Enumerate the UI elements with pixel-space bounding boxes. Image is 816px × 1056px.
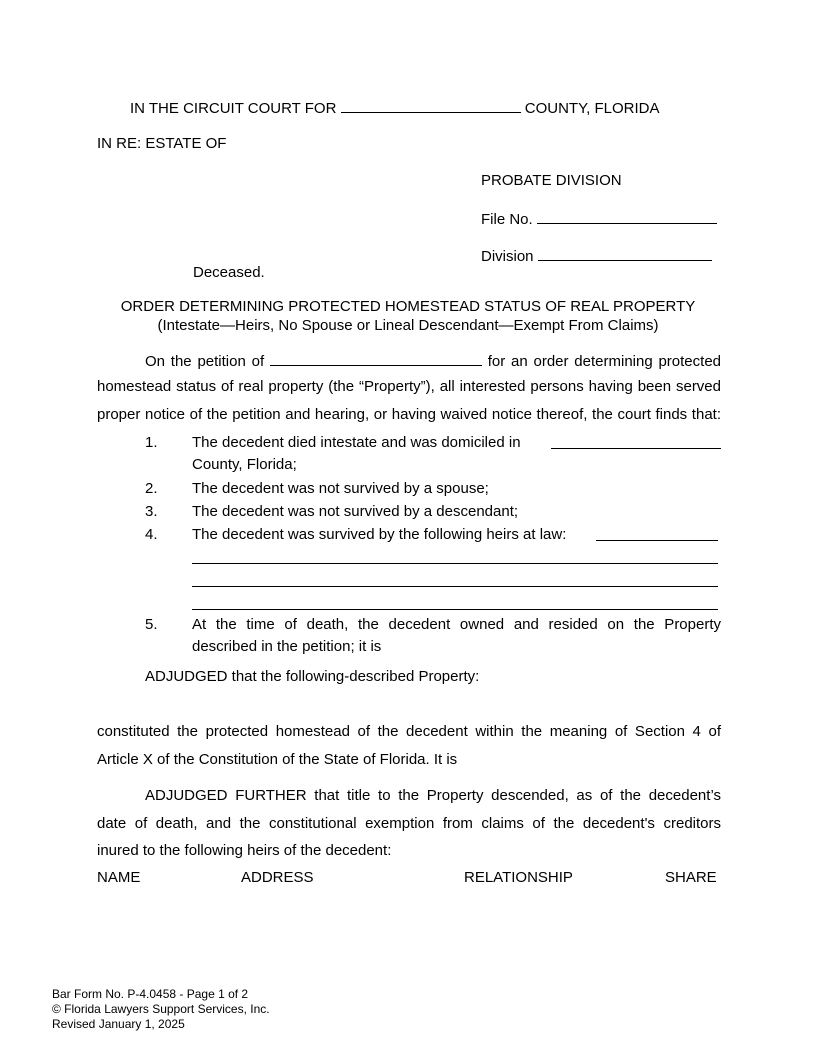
column-address: ADDRESS <box>241 869 314 886</box>
constituted-line-2: Article X of the Constitution of the State of Florida. It is <box>97 751 458 768</box>
finding-3-text: The decedent was not survived by a descendant; <box>192 503 519 520</box>
adjudged-further-line-2: date of death, and the constitutional exemption from claims of the decedent's creditors <box>97 815 721 832</box>
heirs-blank-1[interactable] <box>596 526 718 541</box>
domicile-county-blank[interactable] <box>551 434 721 449</box>
heirs-blank-3[interactable] <box>192 586 718 587</box>
constituted-line-1: constituted the protected homestead of the decedent within the meaning of Section 4 of <box>97 723 721 740</box>
finding-4-number: 4. <box>145 526 158 543</box>
footer-revised: Revised January 1, 2025 <box>52 1017 185 1031</box>
court-caption <box>130 98 660 117</box>
order-subtitle: (Intestate—Heirs, No Spouse or Lineal Descendant—Exempt From Claims) <box>157 317 659 334</box>
finding-4-text <box>192 526 721 543</box>
petition-suffix: for an order determining protected <box>487 353 722 370</box>
deceased-label: Deceased. <box>193 264 265 281</box>
division-label: Division <box>481 248 534 265</box>
adjudged-further-line-3: inured to the following heirs of the decedent: <box>97 842 392 859</box>
petition-line-2: homestead status of real property (the “Property”), all interested persons having been served <box>97 378 721 395</box>
footer <box>52 987 270 1032</box>
column-share: SHARE <box>665 869 717 886</box>
finding-5-number: 5. <box>145 616 158 633</box>
finding-1-text-2: County, Florida; <box>192 456 297 473</box>
finding-2-number: 2. <box>145 480 158 497</box>
court-suffix: COUNTY, FLORIDA <box>524 100 660 117</box>
division-row <box>481 246 712 265</box>
adjudged-further-line-1: ADJUDGED FURTHER that title to the Property descended, as of the decedent’s <box>145 787 721 804</box>
finding-4-label: The decedent was survived by the following heirs at law: <box>192 526 567 543</box>
finding-1-number: 1. <box>145 434 158 451</box>
division-blank[interactable] <box>538 246 712 261</box>
court-prefix: IN THE CIRCUIT COURT FOR <box>130 100 337 117</box>
footer-form-number: Bar Form No. P-4.0458 - Page 1 of 2 <box>52 987 249 1001</box>
finding-1-label: The decedent died intestate and was domiciled in <box>192 434 521 451</box>
finding-5-text: At the time of death, the decedent owned and resided on the Property <box>192 616 721 633</box>
heirs-blank-4[interactable] <box>192 609 718 610</box>
finding-2-text: The decedent was not survived by a spouse; <box>192 480 489 497</box>
petition-line-3: proper notice of the petition and hearing, or having waived notice thereof, the court finds that: <box>97 406 721 423</box>
petitioner-blank[interactable] <box>270 351 482 366</box>
petition-prefix: On the petition of <box>145 353 265 370</box>
file-no-label: File No. <box>481 211 533 228</box>
in-re-label: IN RE: ESTATE OF <box>97 135 227 152</box>
petition-line-1 <box>145 351 721 370</box>
finding-3-number: 3. <box>145 503 158 520</box>
heirs-blank-2[interactable] <box>192 563 718 564</box>
column-name: NAME <box>97 869 141 886</box>
order-title: ORDER DETERMINING PROTECTED HOMESTEAD STATUS OF REAL PROPERTY <box>120 298 696 315</box>
file-no-row <box>481 209 717 228</box>
footer-copyright: © Florida Lawyers Support Services, Inc. <box>52 1002 270 1016</box>
column-relationship: RELATIONSHIP <box>464 869 573 886</box>
finding-1-text <box>192 434 721 451</box>
probate-division: PROBATE DIVISION <box>481 172 622 189</box>
adjudged-paragraph: ADJUDGED that the following-described Property: <box>145 668 480 685</box>
file-no-blank[interactable] <box>537 209 717 224</box>
finding-5-text-2: described in the petition; it is <box>192 638 382 655</box>
county-blank[interactable] <box>341 98 521 113</box>
